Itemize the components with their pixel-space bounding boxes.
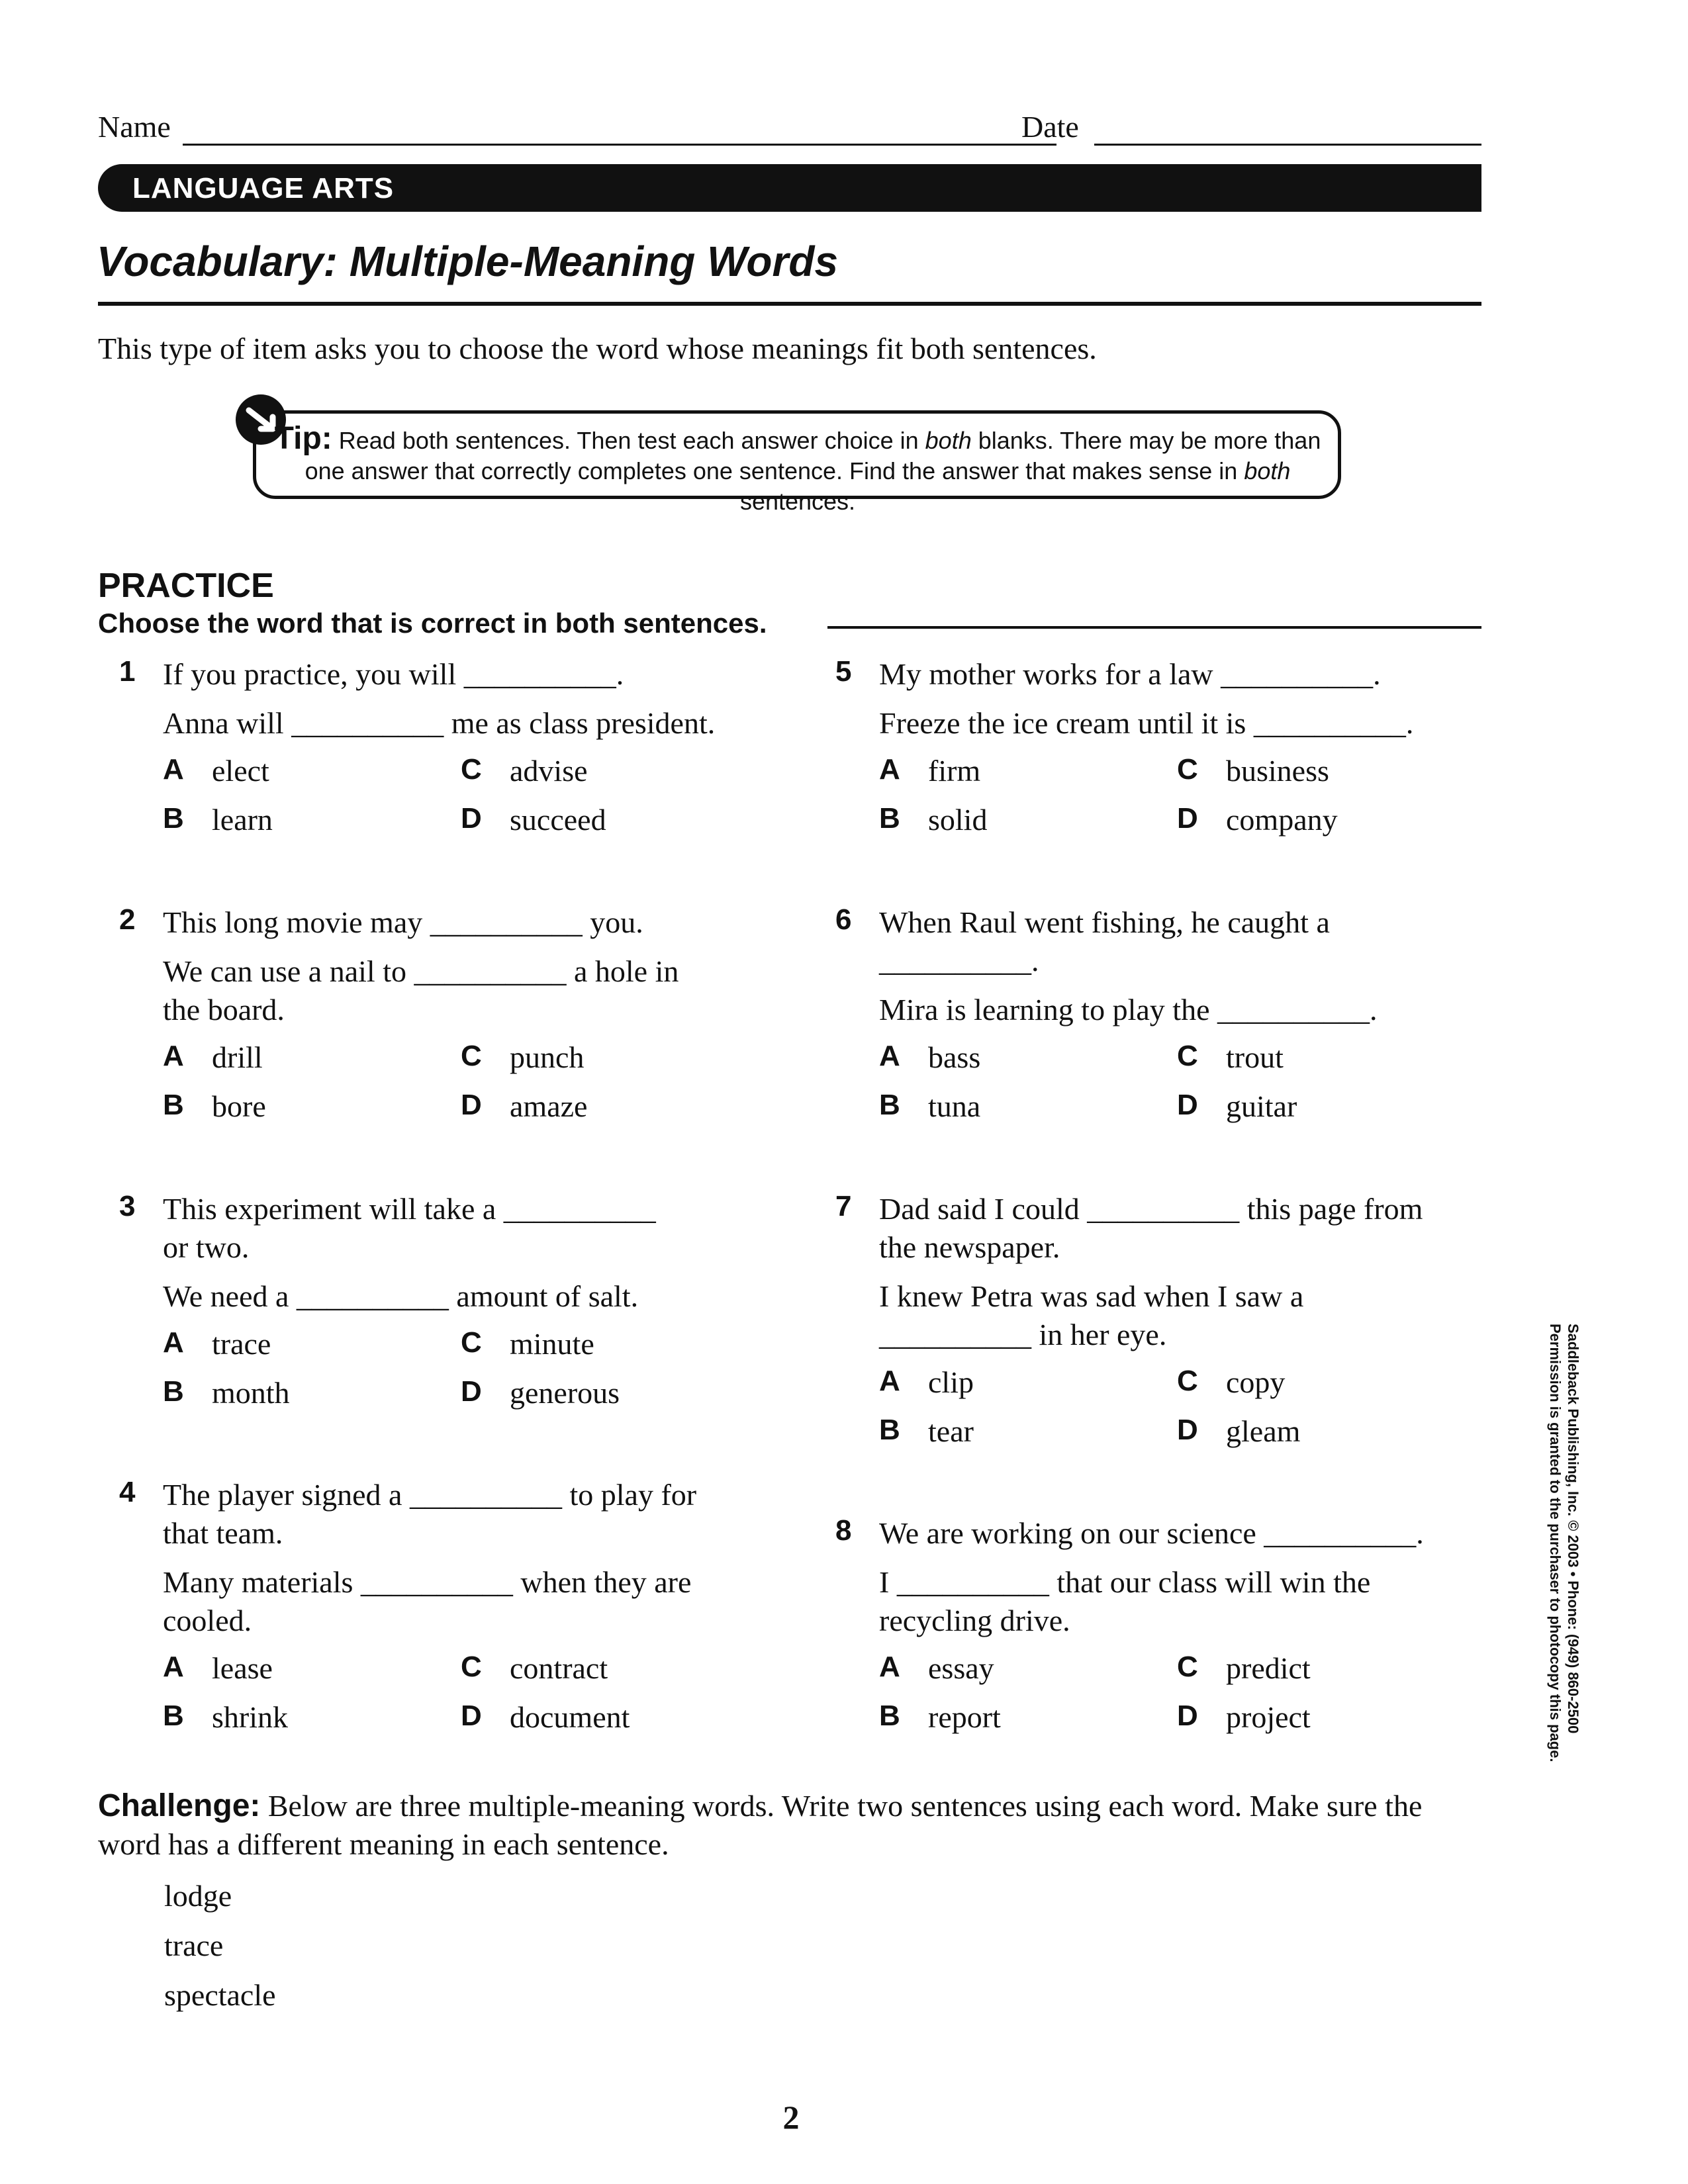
copyright-notice	[1547, 1324, 1582, 1762]
question-number: 3	[119, 1190, 136, 1222]
question-stem	[879, 1514, 1481, 1640]
instruction-divider	[827, 626, 1481, 629]
option-word: tear	[928, 1414, 974, 1448]
question-number: 6	[835, 903, 852, 936]
option-letter: C	[461, 753, 482, 786]
option-letter: B	[163, 802, 184, 835]
challenge-section	[98, 1787, 1481, 1864]
date-field[interactable]	[1094, 143, 1481, 146]
answer-option-d[interactable]	[461, 1089, 752, 1128]
tip-line-1	[265, 421, 1331, 456]
copyright-line-1: Saddleback Publishing, Inc. © 2003 • Phone: (949) 860-2500	[1565, 1324, 1581, 1734]
sentence: We need a __________ amount of salt.	[163, 1279, 639, 1313]
question-number: 8	[835, 1514, 852, 1547]
tip-text-part: Read both sentences. Then test each answer choice in	[338, 427, 925, 454]
option-word: essay	[928, 1651, 994, 1685]
question-number: 1	[119, 655, 136, 688]
question-stem	[163, 1476, 765, 1640]
option-letter: C	[461, 1040, 482, 1072]
option-letter: B	[879, 1414, 900, 1446]
answer-option-b[interactable]	[879, 1414, 1170, 1453]
sentence: Anna will __________ me as class president.	[163, 706, 716, 740]
question-number: 5	[835, 655, 852, 688]
option-letter: B	[163, 1700, 184, 1732]
answer-option-d[interactable]	[1177, 802, 1468, 842]
name-field[interactable]	[183, 143, 1056, 146]
option-word: contract	[510, 1651, 608, 1685]
answer-option-a[interactable]	[163, 1326, 454, 1366]
option-letter: A	[879, 1651, 900, 1683]
question-stem	[879, 1190, 1481, 1354]
option-word: month	[212, 1376, 290, 1410]
option-word: copy	[1226, 1365, 1286, 1399]
answer-option-d[interactable]	[461, 802, 752, 842]
section-banner-label: LANGUAGE ARTS	[132, 172, 395, 205]
option-letter: C	[1177, 1365, 1198, 1397]
option-word: tuna	[928, 1089, 981, 1123]
option-word: bore	[212, 1089, 266, 1123]
sentence: Dad said I could __________ this page from	[879, 1192, 1423, 1226]
option-word: report	[928, 1700, 1001, 1734]
sentence: This experiment will take a __________	[163, 1192, 656, 1226]
option-word: trace	[212, 1327, 271, 1361]
option-word: punch	[510, 1040, 585, 1074]
option-word: document	[510, 1700, 630, 1734]
answer-option-b[interactable]	[879, 1089, 1170, 1128]
answer-option-d[interactable]	[461, 1375, 752, 1415]
tip-text-part: blanks. There may be more than	[971, 427, 1321, 454]
option-letter: A	[163, 1651, 184, 1683]
answer-option-d[interactable]	[1177, 1700, 1468, 1739]
option-word: bass	[928, 1040, 981, 1074]
option-word: trout	[1226, 1040, 1284, 1074]
option-letter: B	[879, 802, 900, 835]
question-number: 4	[119, 1476, 136, 1508]
answer-option-c[interactable]	[461, 1040, 752, 1079]
challenge-text: Below are three multiple-meaning words. Write two sentences using each word. Make sure the word has a different meaning in each sentence.	[98, 1789, 1423, 1861]
answer-option-d[interactable]	[1177, 1089, 1468, 1128]
option-letter: D	[461, 802, 482, 835]
option-letter: C	[461, 1326, 482, 1359]
name-date-row	[98, 105, 1481, 151]
answer-option-d[interactable]	[1177, 1414, 1468, 1453]
option-word: firm	[928, 754, 981, 788]
answer-option-a[interactable]	[879, 1040, 1170, 1079]
answer-option-c[interactable]	[1177, 1040, 1468, 1079]
option-letter: D	[1177, 1700, 1198, 1732]
option-letter: A	[879, 1040, 900, 1072]
option-letter: D	[1177, 1414, 1198, 1446]
question-number: 7	[835, 1190, 852, 1222]
sentence: When Raul went fishing, he caught a	[879, 905, 1330, 939]
tip-line-2	[265, 456, 1331, 517]
option-letter: B	[163, 1375, 184, 1408]
option-word: amaze	[510, 1089, 588, 1123]
answer-option-a[interactable]	[163, 753, 454, 793]
tip-label: Tip:	[274, 421, 332, 456]
option-word: shrink	[212, 1700, 288, 1734]
sentence: If you practice, you will __________.	[163, 657, 624, 691]
option-word: gleam	[1226, 1414, 1301, 1448]
sentence: __________ in her eye.	[879, 1318, 1167, 1351]
option-word: guitar	[1226, 1089, 1297, 1123]
practice-instruction: Choose the word that is correct in both sentences.	[98, 608, 767, 639]
option-word: elect	[212, 754, 269, 788]
name-label: Name	[98, 110, 171, 144]
sentence: recycling drive.	[879, 1604, 1070, 1637]
answer-option-b[interactable]	[163, 1700, 454, 1739]
copyright-text	[1546, 1324, 1582, 1762]
answer-option-c[interactable]	[1177, 1651, 1468, 1690]
challenge-word: spectacle	[164, 1978, 276, 2012]
option-word: succeed	[510, 803, 606, 837]
challenge-word: lodge	[164, 1879, 232, 1913]
challenge-label: Challenge:	[98, 1788, 261, 1823]
date-label: Date	[1021, 110, 1079, 144]
challenge-word: trace	[164, 1929, 224, 1962]
tip-text	[265, 421, 1331, 517]
option-word: solid	[928, 803, 988, 837]
tip-emphasis: both	[925, 427, 972, 454]
sentence: Freeze the ice cream until it is __________.	[879, 706, 1414, 740]
sentence: I __________ that our class will win the	[879, 1565, 1371, 1599]
option-word: minute	[510, 1327, 594, 1361]
option-word: project	[1226, 1700, 1311, 1734]
option-word: generous	[510, 1376, 620, 1410]
answer-option-c[interactable]	[461, 753, 752, 793]
option-letter: D	[1177, 802, 1198, 835]
sentence: Mira is learning to play the __________.	[879, 993, 1378, 1026]
challenge-word-list	[164, 1878, 276, 2027]
question-stem	[163, 1190, 765, 1316]
sentence: My mother works for a law __________.	[879, 657, 1381, 691]
sentence: or two.	[163, 1230, 250, 1264]
answer-option-a[interactable]	[879, 1651, 1170, 1690]
option-word: business	[1226, 754, 1329, 788]
sentence: the newspaper.	[879, 1230, 1060, 1264]
question-stem	[879, 655, 1481, 743]
option-letter: C	[461, 1651, 482, 1683]
option-word: lease	[212, 1651, 273, 1685]
option-letter: A	[879, 753, 900, 786]
section-banner	[98, 164, 1481, 212]
option-letter: B	[879, 1700, 900, 1732]
option-word: advise	[510, 754, 588, 788]
option-word: predict	[1226, 1651, 1311, 1685]
option-letter: C	[1177, 753, 1198, 786]
option-letter: A	[879, 1365, 900, 1397]
tip-text-part: one answer that correctly completes one sentence. Find the answer that makes sense in	[305, 457, 1244, 484]
question-stem	[163, 655, 765, 743]
title-divider	[98, 302, 1481, 306]
option-letter: B	[163, 1089, 184, 1121]
option-word: drill	[212, 1040, 263, 1074]
sentence: __________.	[879, 944, 1039, 978]
intro-text: This type of item asks you to choose the word whose meanings fit both sentences.	[98, 332, 1097, 365]
option-letter: B	[879, 1089, 900, 1121]
sentence: We are working on our science __________.	[879, 1516, 1424, 1550]
question-number: 2	[119, 903, 136, 936]
option-letter: A	[163, 1040, 184, 1072]
option-word: clip	[928, 1365, 974, 1399]
sentence: Many materials __________ when they are	[163, 1565, 692, 1599]
answer-option-c[interactable]	[461, 1651, 752, 1690]
option-letter: C	[1177, 1651, 1198, 1683]
tip-emphasis: both	[1244, 457, 1291, 484]
answer-option-b[interactable]	[163, 802, 454, 842]
answer-option-c[interactable]	[461, 1326, 752, 1366]
sentence: that team.	[163, 1516, 283, 1550]
option-letter: D	[461, 1700, 482, 1732]
copyright-line-2: Permission is granted to the purchaser to photocopy this page.	[1547, 1324, 1564, 1762]
option-letter: A	[163, 1326, 184, 1359]
option-letter: A	[163, 753, 184, 786]
answer-option-a[interactable]	[879, 1365, 1170, 1404]
sentence: We can use a nail to __________ a hole in	[163, 954, 679, 988]
answer-option-a[interactable]	[163, 1040, 454, 1079]
sentence: I knew Petra was sad when I saw a	[879, 1279, 1304, 1313]
question-stem	[163, 903, 765, 1029]
practice-heading: PRACTICE	[98, 567, 274, 605]
option-word: learn	[212, 803, 273, 837]
sentence: cooled.	[163, 1604, 252, 1637]
sentence: This long movie may __________ you.	[163, 905, 643, 939]
answer-option-b[interactable]	[879, 1700, 1170, 1739]
answer-option-c[interactable]	[1177, 753, 1468, 793]
sentence: The player signed a __________ to play for	[163, 1478, 697, 1512]
answer-option-b[interactable]	[163, 1375, 454, 1415]
question-stem	[879, 903, 1481, 1029]
tip-text-part: sentences.	[739, 488, 856, 515]
sentence: the board.	[163, 993, 285, 1026]
page-number: 2	[782, 2099, 800, 2136]
option-letter: D	[1177, 1089, 1198, 1121]
answer-option-b[interactable]	[163, 1089, 454, 1128]
option-letter: D	[461, 1089, 482, 1121]
answer-option-c[interactable]	[1177, 1365, 1468, 1404]
page-title: Vocabulary: Multiple-Meaning Words	[97, 238, 839, 285]
answer-option-a[interactable]	[879, 753, 1170, 793]
option-letter: C	[1177, 1040, 1198, 1072]
option-letter: D	[461, 1375, 482, 1408]
option-word: company	[1226, 803, 1338, 837]
answer-option-d[interactable]	[461, 1700, 752, 1739]
answer-option-b[interactable]	[879, 802, 1170, 842]
answer-option-a[interactable]	[163, 1651, 454, 1690]
